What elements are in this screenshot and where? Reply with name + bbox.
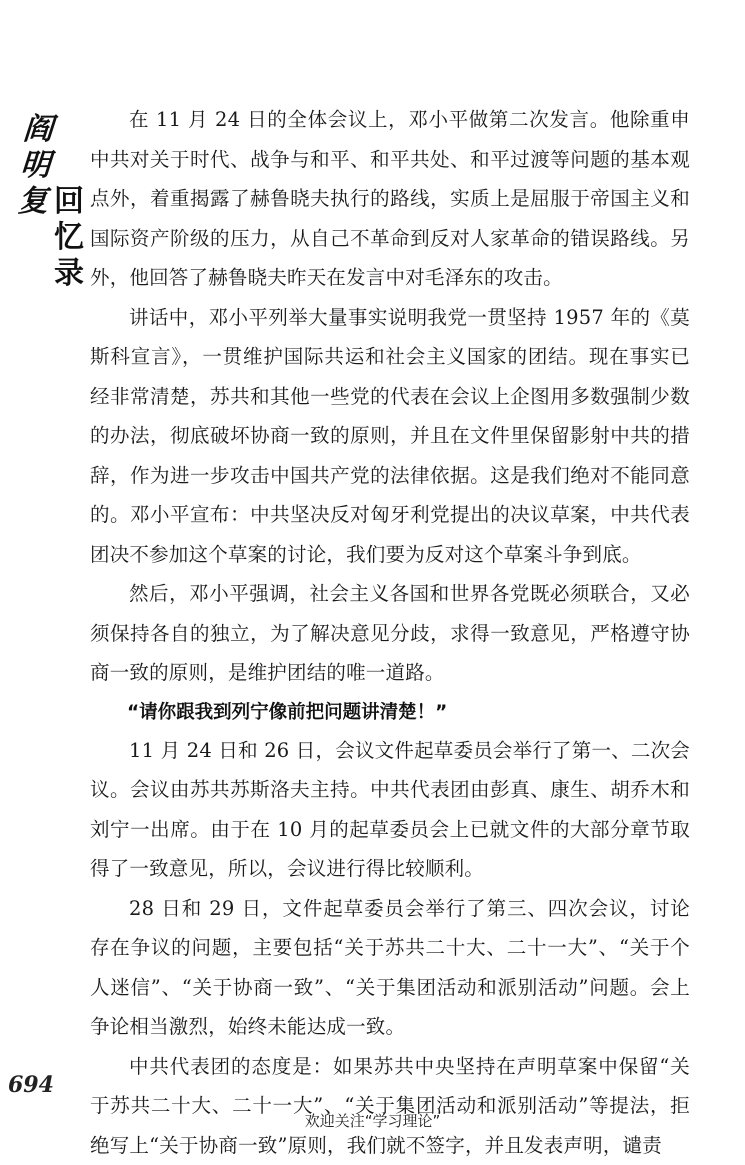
book-title-char: 录 [54,256,84,292]
running-side-title [18,112,84,292]
paragraph: 然后，邓小平强调，社会主义各国和世界各党既必须联合，又必须保持各自的独立，为了解决意见分歧，求得一致意见，严格遵守协商一致的原则，是维护团结的唯一道路。 [90,574,690,693]
section-heading: “请你跟我到列宁像前把问题讲清楚！” [90,695,690,731]
paragraph: 讲话中，邓小平列举大量事实说明我党一贯坚持 1957 年的《莫斯科宣言》，一贯维护国际共运和社会主义国家的团结。现在事实已经非常清楚，苏共和其他一些党的代表在会议上企图用多数强制少数的办法，彻底破坏协商一致的原则，并且在文件里保留影射中共的措辞，作为进一步攻击中国共产党的法律依据。这是我们绝对不能同意的。邓小平宣布：中共坚决反对匈牙利党提出的决议草案，中共代表团决不参加这个草案的讨论，我们要为反对这个草案斗争到底。 [90,298,690,575]
footer-note: 欢迎关注“学习理论” [0,1110,745,1131]
book-title [54,112,84,292]
book-title-char: 回 [54,184,84,220]
author-name-char: 明 [19,148,52,184]
paragraph: 11 月 24 日和 26 日，会议文件起草委员会举行了第一、二次会议。会议由苏共苏斯洛夫主持。中共代表团由彭真、康生、胡乔木和刘宁一出席。由于在 10 月的起草委员会上已就文件的大部分章节取得了一致意见，所以，会议进行得比较顺利。 [90,731,690,889]
book-title-char: 忆 [54,220,84,256]
paragraph: 中共代表团的态度是：如果苏共中央坚持在声明草案中保留“关于苏共二十大、二十一大”、“关于集团活动和派别活动”等提法，拒绝写上“关于协商一致”原则，我们就不签字，并且发表声明，谴责 [90,1047,690,1165]
paragraph: 28 日和 29 日，文件起草委员会举行了第三、四次会议，讨论存在争议的问题，主要包括“关于苏共二十大、二十一大”、“关于个人迷信”、“关于协商一致”、“关于集团活动和派别活动”问题。会上争论相当激烈，始终未能达成一致。 [90,889,690,1047]
author-name-char: 复 [17,184,50,220]
author-name [12,112,55,292]
page-number: 694 [8,1072,54,1098]
author-name-char: 阎 [22,112,55,148]
page-body [90,100,690,1165]
paragraph: 在 11 月 24 日的全体会议上，邓小平做第二次发言。他除重申中共对关于时代、战争与和平、和平共处、和平过渡等问题的基本观点外，着重揭露了赫鲁晓夫执行的路线，实质上是屈服于帝国主义和国际资产阶级的压力，从自己不革命到反对人家革命的错误路线。另外，他回答了赫鲁晓夫昨天在发言中对毛泽东的攻击。 [90,100,690,298]
